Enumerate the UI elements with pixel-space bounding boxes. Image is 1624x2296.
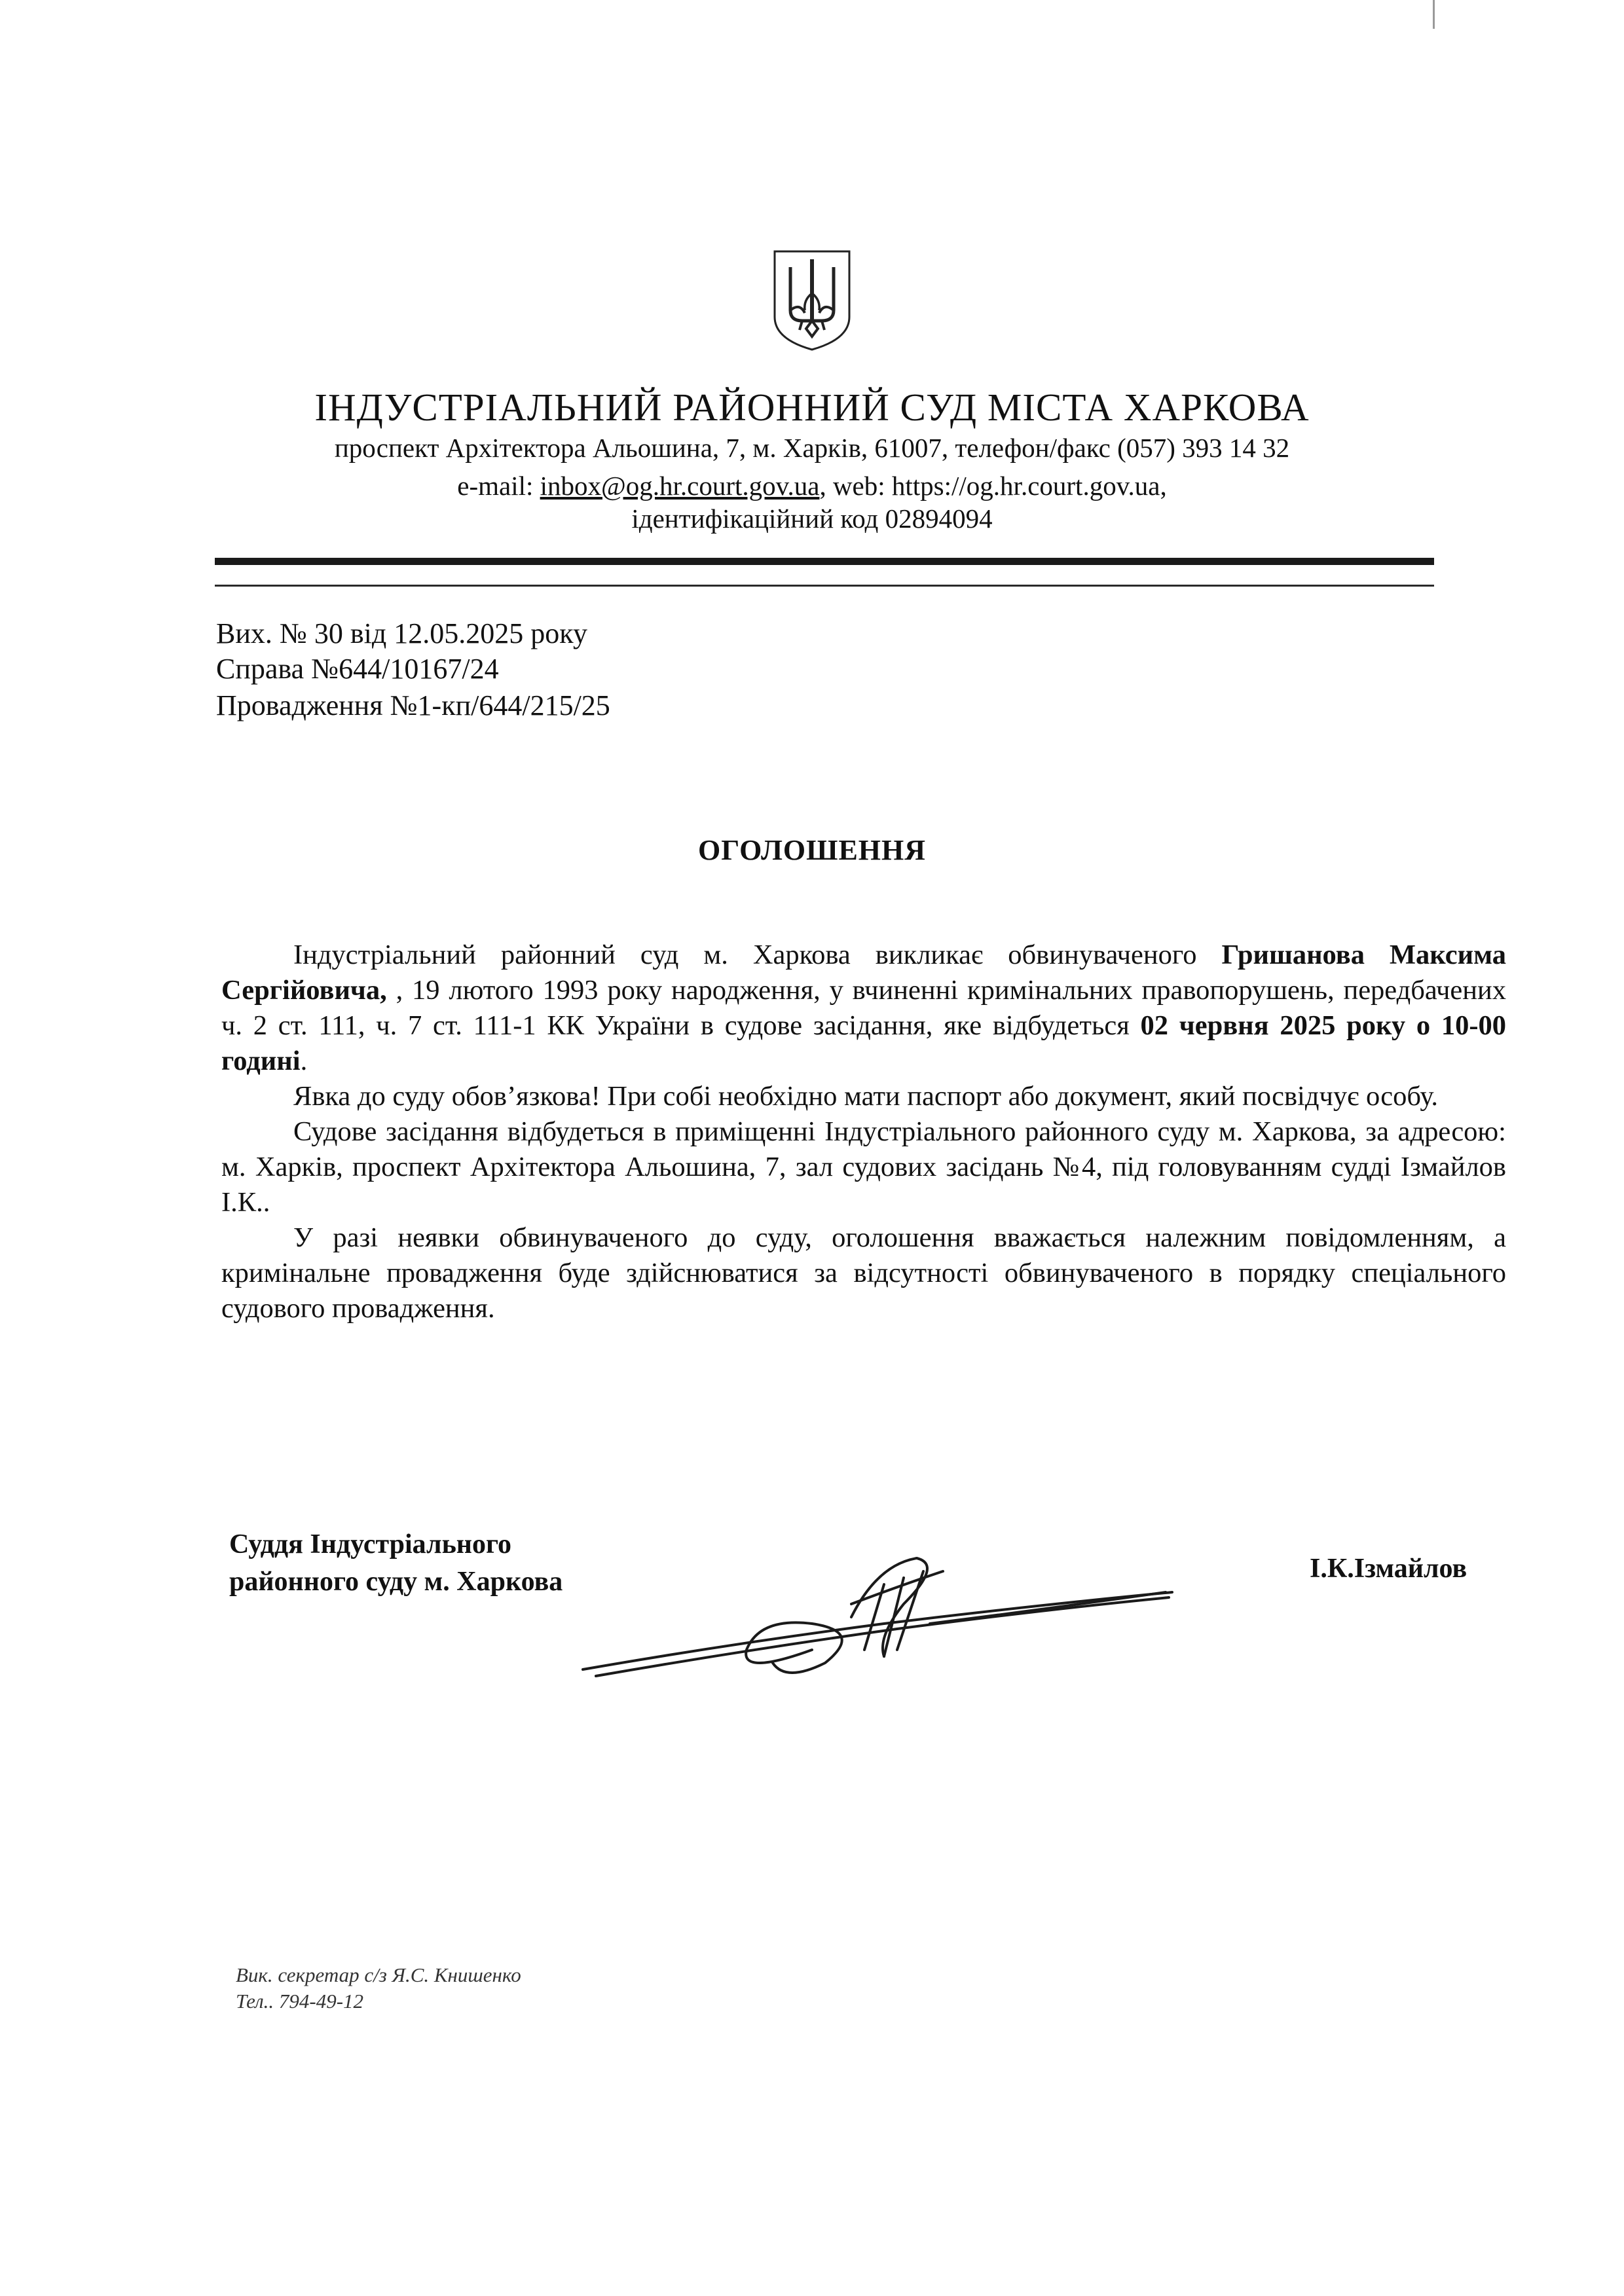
court-address: проспект Архітектора Альошина, 7, м. Харків, 61007, телефон/факс (057) 393 14 32: [334, 433, 1290, 463]
email-link[interactable]: inbox@og.hr.court.gov.ua: [540, 471, 820, 501]
case-number: Справа №644/10167/24: [216, 653, 499, 685]
signer-position-line2: районного суду м. Харкова: [229, 1567, 563, 1597]
document-title: ОГОЛОШЕННЯ: [697, 834, 927, 866]
summons-text-a: Індустріальний районний суд м. Харкова викликає обвинуваченого: [293, 939, 1222, 970]
signer-name: І.К.Ізмайлов: [1310, 1554, 1467, 1584]
summons-text-b: , 19 лютого 1993 року народження, у вчиненні кримінальних правопорушень, передбачених ч. 2 ст. 111, ч. 7 ст. 111-1 КК України в судове засідання, яке відбудеться: [221, 975, 1506, 1041]
email-label: e-mail:: [457, 471, 540, 501]
identification-code: ідентифікаційний код 02894094: [631, 503, 993, 534]
header-rule-thick: [215, 558, 1434, 565]
paragraph-location: Судове засідання відбудеться в приміщенні Індустріального районного суду м. Харкова, за адресою: м. Харків, проспект Архітектора Альошина, 7, зал судових засідань №4, під головуванням судді Ізмайлов І.К..: [221, 1116, 1506, 1218]
header-rule-thin: [215, 585, 1434, 587]
paragraph-consequences: У разі неявки обвинуваченого до суду, оголошення вважається належним повідомленням, а кримінальне провадження буде здійснюватися за відсутності обвинуваченого в порядку спеціального судового провадження.: [221, 1222, 1506, 1324]
court-name: ІНДУСТРІАЛЬНИЙ РАЙОННИЙ СУД МІСТА ХАРКОВА: [314, 386, 1310, 429]
accused-name: Гришанова Максима Сергійовича,: [221, 939, 1506, 1006]
trident-coat-of-arms-icon: [771, 247, 853, 352]
announcement-body: [221, 938, 1506, 1326]
scan-edge-mark: [1433, 0, 1435, 29]
outgoing-number: Вих. № 30 від 12.05.2025 року: [216, 617, 588, 649]
signer-position-line1: Суддя Індустріального: [229, 1529, 512, 1559]
proceeding-number: Провадження №1-кп/644/215/25: [216, 689, 610, 721]
court-contacts: [0, 470, 1624, 501]
executor-phone: Тел.. 794-49-12: [236, 1990, 364, 2013]
paragraph-summons: [221, 938, 1506, 1079]
summons-text-c: .: [300, 1046, 308, 1076]
web-address: , web: https://og.hr.court.gov.ua,: [819, 471, 1167, 501]
paragraph-attendance: Явка до суду обов’язкова! При собі необхідно мати паспорт або документ, який посвідчує особу.: [293, 1081, 1439, 1112]
hearing-date: 02 червня 2025 року о 10-00 годині: [221, 1010, 1507, 1076]
handwritten-signature: [576, 1545, 1185, 1689]
executor-note: Вик. секретар с/з Я.С. Книшенко: [236, 1963, 521, 1986]
